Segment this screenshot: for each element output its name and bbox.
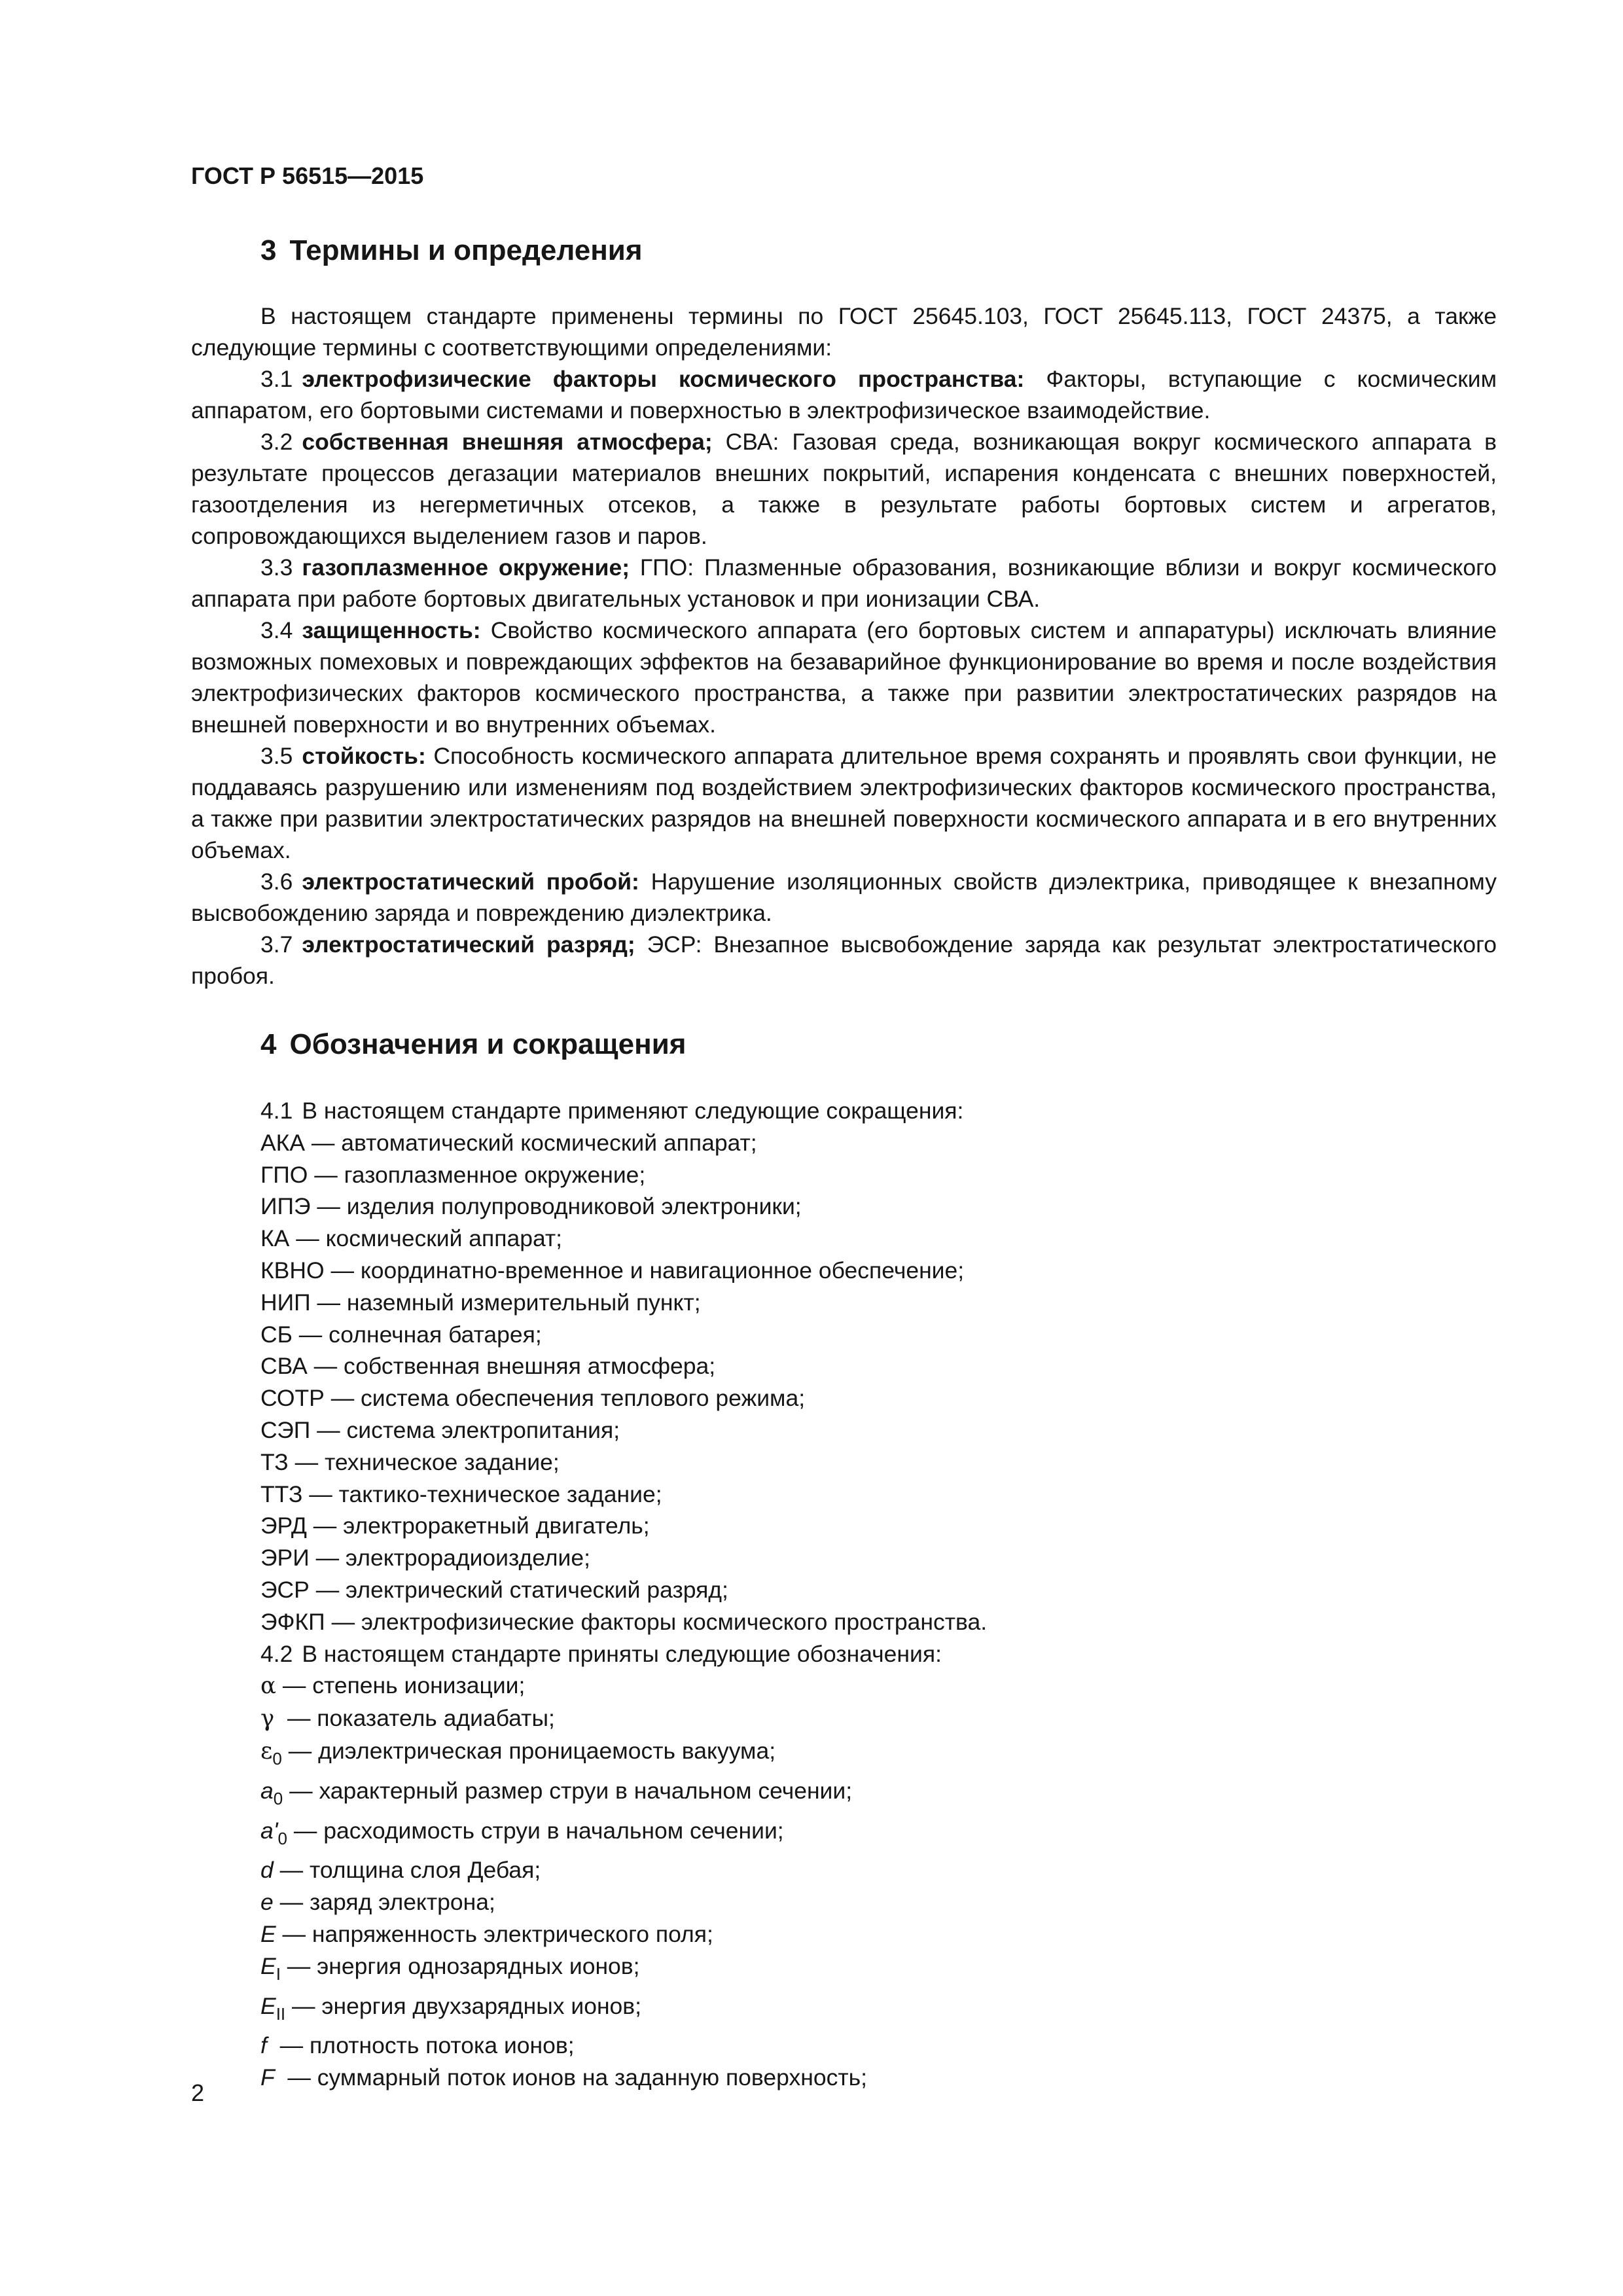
definition-text: Свойство космического аппарата (его бортовых систем и аппаратуры) исключать влияние возможных помеховых и повреждающих эффектов на безаварийное функционирование во время и после воздействия электрофизических факторов космического пространства, а также при развитии электростатических разрядов на внешней поверхности и во внутренних объемах. [191, 617, 1497, 738]
definition-item [191, 552, 1497, 615]
section-title: Обозначения и сокращения [289, 1028, 687, 1060]
paragraph-number: 4.2 [260, 1640, 293, 1667]
paragraph-text: В настоящем стандарте приняты следующие обозначения: [302, 1640, 942, 1667]
definition-number: 3.1 [260, 366, 293, 392]
section-3-intro: В настоящем стандарте применены термины по ГОСТ 25645.103, ГОСТ 25645.113, ГОСТ 24375, а также следующие термины с соответствующими определениями: [191, 303, 1497, 361]
symbol: f [260, 2032, 267, 2059]
abbreviation-item: НИП — наземный измерительный пункт; [260, 1289, 701, 1316]
symbol-item [191, 1950, 1497, 1990]
symbol: a [260, 1777, 274, 1804]
section-3-heading [260, 232, 643, 269]
symbol: E [260, 1952, 276, 1979]
symbol-subscript: 0 [273, 1788, 283, 1808]
symbol-item [191, 1918, 1497, 1950]
section-4-body [191, 1095, 1497, 2094]
abbreviation-item: ТЗ — техническое задание; [260, 1448, 560, 1475]
symbol-item [191, 1854, 1497, 1886]
abbreviation-item: ЭФКП — электрофизические факторы космического пространства. [260, 1608, 988, 1635]
paragraph-number: 4.1 [260, 1098, 293, 1124]
symbol-definition: — энергия однозарядных ионов; [280, 1952, 640, 1979]
definition-text: Нарушение изоляционных свойств диэлектрика, приводящее к внезапному высвобождению заряда и повреждению диэлектрика. [191, 869, 1497, 926]
definition-text: СВА: Газовая среда, возникающая вокруг космического аппарата в результате процессов дегазации материалов внешних покрытий, испарения конденсата с внешних поверхностей, газоотделения из негерметичных отсеков, а также в результате работы бортовых систем и агрегатов, сопровождающихся выделением газов и паров. [191, 429, 1497, 549]
definition-item [191, 363, 1497, 426]
symbol-subscript: 0 [277, 1828, 287, 1848]
document-code: ГОСТ Р 56515—2015 [191, 162, 424, 189]
abbreviation-item: КА — космический аппарат; [260, 1225, 563, 1252]
definition-number: 3.4 [260, 617, 293, 643]
symbol-subscript: I [276, 1964, 281, 1984]
definition-term: электростатический разряд; [302, 931, 635, 958]
symbol: α [260, 1672, 276, 1700]
symbol-definition: — степень ионизации; [276, 1672, 526, 1699]
symbol: E [260, 1992, 276, 2019]
definition-number: 3.5 [260, 743, 293, 769]
symbol-item [191, 1886, 1497, 1918]
symbol-list [191, 1670, 1497, 2094]
symbol-item [191, 1990, 1497, 2030]
definition-text: ГПО: Плазменные образования, возникающие вблизи и вокруг космического аппарата при работе бортовых двигательных установок и при ионизации СВА. [191, 554, 1497, 612]
definition-number: 3.6 [260, 869, 293, 895]
definition-term: защищенность: [302, 617, 481, 643]
symbol-item [191, 2062, 1497, 2094]
abbreviation-item: ЭРД — электроракетный двигатель; [260, 1513, 650, 1539]
definition-item [191, 615, 1497, 740]
definition-text: ЭСР: Внезапное высвобождение заряда как результат электростатического пробоя. [191, 931, 1497, 989]
section-title: Термины и определения [289, 234, 643, 266]
symbol: E [260, 1920, 276, 1947]
symbol: d [260, 1857, 274, 1884]
symbol: F [260, 2064, 275, 2091]
symbol-definition: — суммарный поток ионов на заданную поверхность; [274, 2064, 867, 2091]
symbol-definition: — характерный размер струи в начальном сечении; [283, 1777, 853, 1804]
symbol-definition: — толщина слоя Дебая; [273, 1857, 541, 1884]
definition-item [191, 929, 1497, 992]
section-number: 4 [260, 1028, 277, 1060]
abbreviation-item: ЭРИ — электрорадиоизделие; [260, 1545, 590, 1571]
abbreviation-item: СВА — собственная внешняя атмосфера; [260, 1353, 716, 1380]
definition-text: Факторы, вступающие с космическим аппаратом, его бортовыми системами и поверхностью в электрофизическое взаимодействие. [191, 366, 1497, 423]
definition-number: 3.2 [260, 429, 293, 455]
definition-term: электрофизические факторы космического пространства: [302, 366, 1025, 392]
definition-number: 3.7 [260, 931, 293, 958]
definition-number: 3.3 [260, 554, 293, 581]
abbreviation-item: СЭП — система электропитания; [260, 1416, 620, 1443]
symbol-item [191, 1702, 1497, 1735]
abbreviation-item: СБ — солнечная батарея; [260, 1321, 542, 1348]
symbol-definition: — плотность потока ионов; [266, 2032, 575, 2059]
abbreviation-item: ЭСР — электрический статический разряд; [260, 1576, 728, 1603]
page-number: 2 [191, 2079, 205, 2106]
symbol-definition: — напряженность электрического поля; [276, 1920, 713, 1947]
paragraph-text: В настоящем стандарте применяют следующие сокращения: [302, 1098, 964, 1124]
abbreviation-item: КВНО — координатно-временное и навигационное обеспечение; [260, 1257, 965, 1283]
section-4-heading [260, 1026, 686, 1063]
symbol-item [191, 1815, 1497, 1855]
section-number: 3 [260, 234, 277, 266]
symbol: ε [260, 1737, 273, 1765]
symbol-definition: — диэлектрическая проницаемость вакуума; [281, 1737, 776, 1764]
definition-term: стойкость: [302, 743, 426, 769]
paragraph-4-1 [191, 1095, 1497, 1127]
definition-term: собственная внешняя атмосфера; [302, 429, 713, 455]
abbreviation-item: СОТР — система обеспечения теплового режима; [260, 1385, 806, 1412]
symbol-definition: — показатель адиабаты; [274, 1705, 555, 1732]
abbreviation-item: ТТЗ — тактико-техническое задание; [260, 1480, 662, 1507]
paragraph-4-2 [191, 1638, 1497, 1670]
symbol-definition: — расходимость струи в начальном сечении; [287, 1817, 784, 1844]
definition-item [191, 426, 1497, 552]
abbreviation-item: ГПО — газоплазменное окружение; [260, 1161, 646, 1188]
section-3-body [191, 300, 1497, 992]
symbol-subscript: II [276, 2003, 286, 2024]
symbol: a' [260, 1817, 278, 1844]
abbreviation-list [191, 1127, 1497, 1638]
symbol-item [191, 1775, 1497, 1815]
symbol-subscript: 0 [272, 1748, 282, 1768]
definition-text: Способность космического аппарата длительное время сохранять и проявлять свои функции, не поддаваясь разрушению или изменениям под воздействием электрофизических факторов космического пространства, а также при развитии электростатических разрядов на внешней поверхности космического аппарата и в его внутренних объемах. [191, 743, 1497, 863]
abbreviation-item: АКА — автоматический космический аппарат; [260, 1129, 757, 1156]
definition-term: газоплазменное окружение; [302, 554, 630, 581]
symbol-definition: — энергия двухзарядных ионов; [285, 1992, 642, 2019]
symbol: e [260, 1889, 274, 1916]
definition-term: электростатический пробой: [302, 869, 639, 895]
symbol-item [191, 2030, 1497, 2062]
abbreviation-item: ИПЭ — изделия полупроводниковой электроники; [260, 1193, 802, 1220]
symbol-item [191, 1735, 1497, 1775]
definition-item [191, 866, 1497, 929]
symbol-item [191, 1670, 1497, 1702]
symbol-definition: — заряд электрона; [273, 1889, 495, 1916]
definition-item [191, 740, 1497, 866]
symbol: γ [260, 1705, 275, 1732]
